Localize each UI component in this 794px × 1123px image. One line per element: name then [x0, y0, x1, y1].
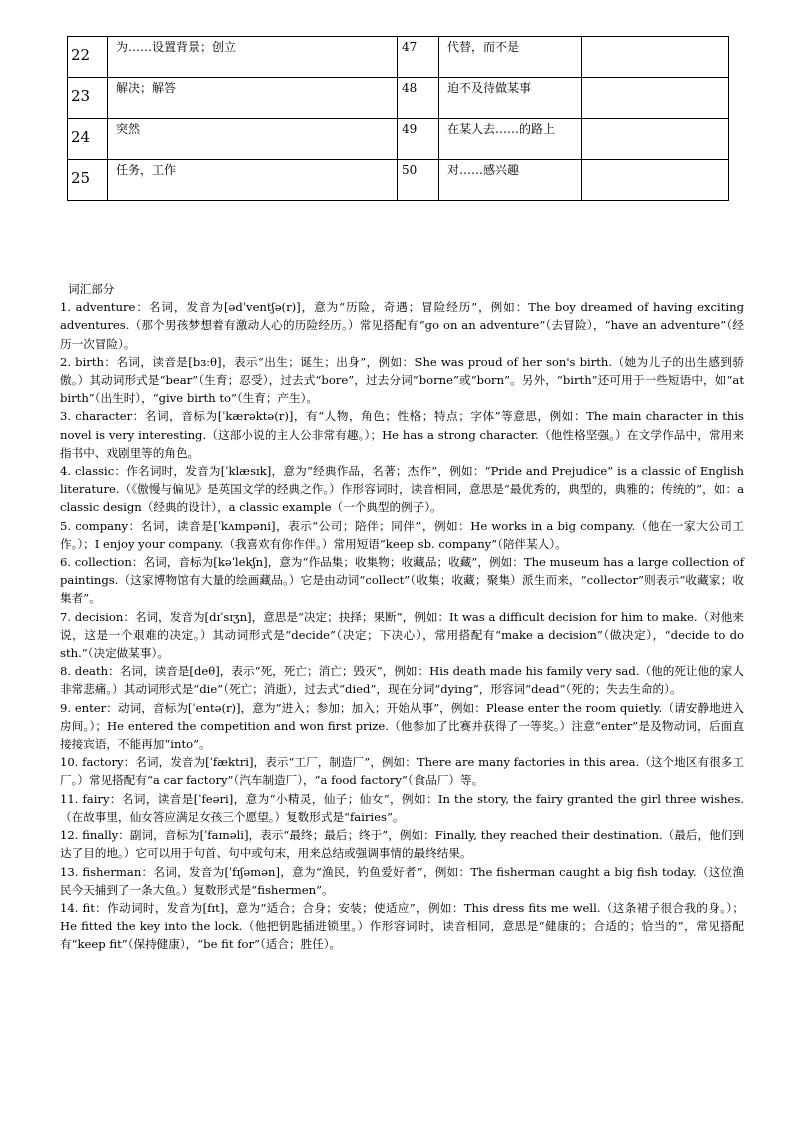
- chinese-meaning: 在某人去……的路上: [439, 119, 582, 160]
- chinese-meaning: 为……设置背景；创立: [108, 37, 398, 78]
- row-number: 22: [68, 37, 108, 78]
- vocab-entry: 4. classic：作名词时，发音为[ˈklæsɪk]，意为“经典作品，名著；杰作”，例如：“Pride and Prejudice” is a classic of English literature.（《傲慢与偏见》是英国文学的经典之作。）作形容词时，读音相同，意思是“最优秀的，典型的，典雅的；传统的”，如：a classic design（经典的设计），a classic example（一个典型的例子）。: [60, 464, 744, 515]
- vocab-entry: 9. enter：动词，音标为[ˈentə(r)]，意为“进入；参加；加入；开始从事”，例如：Please enter the room quietly.（请安静地进入房间。）；He entered the competition and won first prize.（他参加了比赛并获得了一等奖。）注意“enter”是及物动词，后面直接接宾语，不能再加“into”。: [60, 700, 744, 752]
- vocabulary-section: [60, 280, 744, 954]
- chinese-meaning: 任务，工作: [108, 160, 398, 201]
- table-row: [68, 160, 729, 201]
- vocab-entry: 10. factory：名词，发音为[ˈfæktri]，表示“工厂，制造厂”，例如：There are many factories in this area.（这个地区有很多工厂。）常见搭配有“a car factory”（汽车制造厂），“a food factory”（食品厂）等。: [60, 755, 744, 788]
- vocab-entry: 8. death：名词，读音是[deθ]，表示“死，死亡；消亡；毁灭”，例如：His death made his family very sad.（他的死让他的家人非常悲痛。）其动词形式是“die”（死亡；消逝），过去式“died”，现在分词“dying”，形容词“dead”（死的；失去生命的）。: [60, 664, 744, 697]
- answer-cell[interactable]: [582, 78, 729, 119]
- vocab-entry: 13. fisherman：名词，发音为[ˈfɪʃəmən]，意为“渔民，钓鱼爱好者”，例如：The fisherman caught a big fish today.（这位渔民今天捕到了一条大鱼。）复数形式是“fishermen”。: [60, 864, 744, 897]
- vocab-table: [67, 36, 729, 201]
- table-row: [68, 78, 729, 119]
- vocab-entry: 3. character：名词，音标为[ˈkærəktə(r)]，有“人物，角色；性格；特点；字体”等意思，例如：The main character in this novel is very interesting.（这部小说的主人公非常有趣。）；He has a strong character.（他性格坚强。）在文学作品中，常用来指书中、戏剧里等的角色。: [60, 409, 744, 460]
- vocab-entry: 2. birth：名词，读音是[bɜːθ]，表示“出生；诞生；出身”，例如：She was proud of her son's birth.（她为儿子的出生感到骄傲。）其动词形式是“bear”（生育；忍受），过去式“bore”，过去分词“borne”或“born”。另外，“birth”还可用于一些短语中，如“at birth”（出生时），“give birth to”（生育；产生）。: [60, 354, 744, 406]
- vocab-entry: 7. decision：名词，发音为[dɪˈsɪʒn]，意思是“决定；抉择；果断”，例如：It was a difficult decision for him to make.（对他来说，这是一个艰难的决定。）其动词形式是“decide”（决定；下决心），常用搭配有“make a decision”（做决定），“decide to do sth.”（决定做某事）。: [60, 609, 744, 661]
- vocab-entry: 11. fairy：名词，读音是[ˈfeəri]，意为“小精灵，仙子；仙女”，例如：In the story, the fairy granted the girl three wishes.（在故事里，仙女答应满足女孩三个愿望。）复数形式是“fairies”。: [60, 791, 744, 824]
- vocab-entry: 5. company：名词，读音是[ˈkʌmpəni]，表示“公司；陪伴；同伴”，例如：He works in a big company.（他在一家大公司工作。）；I enjoy your company.（我喜欢有你作伴。）常用短语“keep sb. company”（陪伴某人）。: [60, 518, 744, 551]
- row-number: 49: [398, 119, 439, 160]
- answer-cell[interactable]: [582, 119, 729, 160]
- vocab-entry: 12. finally：副词，音标为[ˈfaɪnəli]，表示“最终；最后；终于”，例如：Finally, they reached their destination.（最后，他们到达了目的地。）它可以用于句首、句中或句末，用来总结或强调事情的最终结果。: [60, 828, 744, 861]
- table-row: [68, 37, 729, 78]
- chinese-meaning: 突然: [108, 119, 398, 160]
- row-number: 25: [68, 160, 108, 201]
- answer-cell[interactable]: [582, 37, 729, 78]
- vocab-entry: 6. collection：名词，音标为[kəˈlekʃn]，意为“作品集；收集物；收藏品；收藏”，例如：The museum has a large collection of paintings.（这家博物馆有大量的绘画藏品。）它是由动词“collect”（收集；收藏；聚集）派生而来，“collector”则表示“收藏家；收集者”。: [60, 555, 744, 606]
- chinese-meaning: 对……感兴趣: [439, 160, 582, 201]
- vocab-entry: 1. adventure：名词，发音为[ədˈventʃə(r)]，意为“历险，奇遇；冒险经历”，例如：The boy dreamed of having exciting adventures.（那个男孩梦想着有激动人心的历险经历。）常见搭配有“go on an adventure”（去冒险），“have an adventure”（经历一次冒险）。: [60, 300, 744, 351]
- table-row: [68, 119, 729, 160]
- row-number: 50: [398, 160, 439, 201]
- row-number: 47: [398, 37, 439, 78]
- row-number: 24: [68, 119, 108, 160]
- vocab-entry: 14. fit：作动词时，发音为[fɪt]，意为“适合；合身；安装；使适应”，例如：This dress fits me well.（这条裙子很合我的身。）；He fitted the key into the lock.（他把钥匙插进锁里。）作形容词时，读音相同，意思是“健康的；合适的；恰当的”，常见搭配有“keep fit”（保持健康），“be fit for”（适合；胜任）。: [60, 900, 744, 952]
- chinese-meaning: 解决；解答: [108, 78, 398, 119]
- row-number: 48: [398, 78, 439, 119]
- chinese-meaning: 代替，而不是: [439, 37, 582, 78]
- chinese-meaning: 迫不及待做某事: [439, 78, 582, 119]
- answer-cell[interactable]: [582, 160, 729, 201]
- section-title: 词汇部分: [68, 282, 115, 296]
- row-number: 23: [68, 78, 108, 119]
